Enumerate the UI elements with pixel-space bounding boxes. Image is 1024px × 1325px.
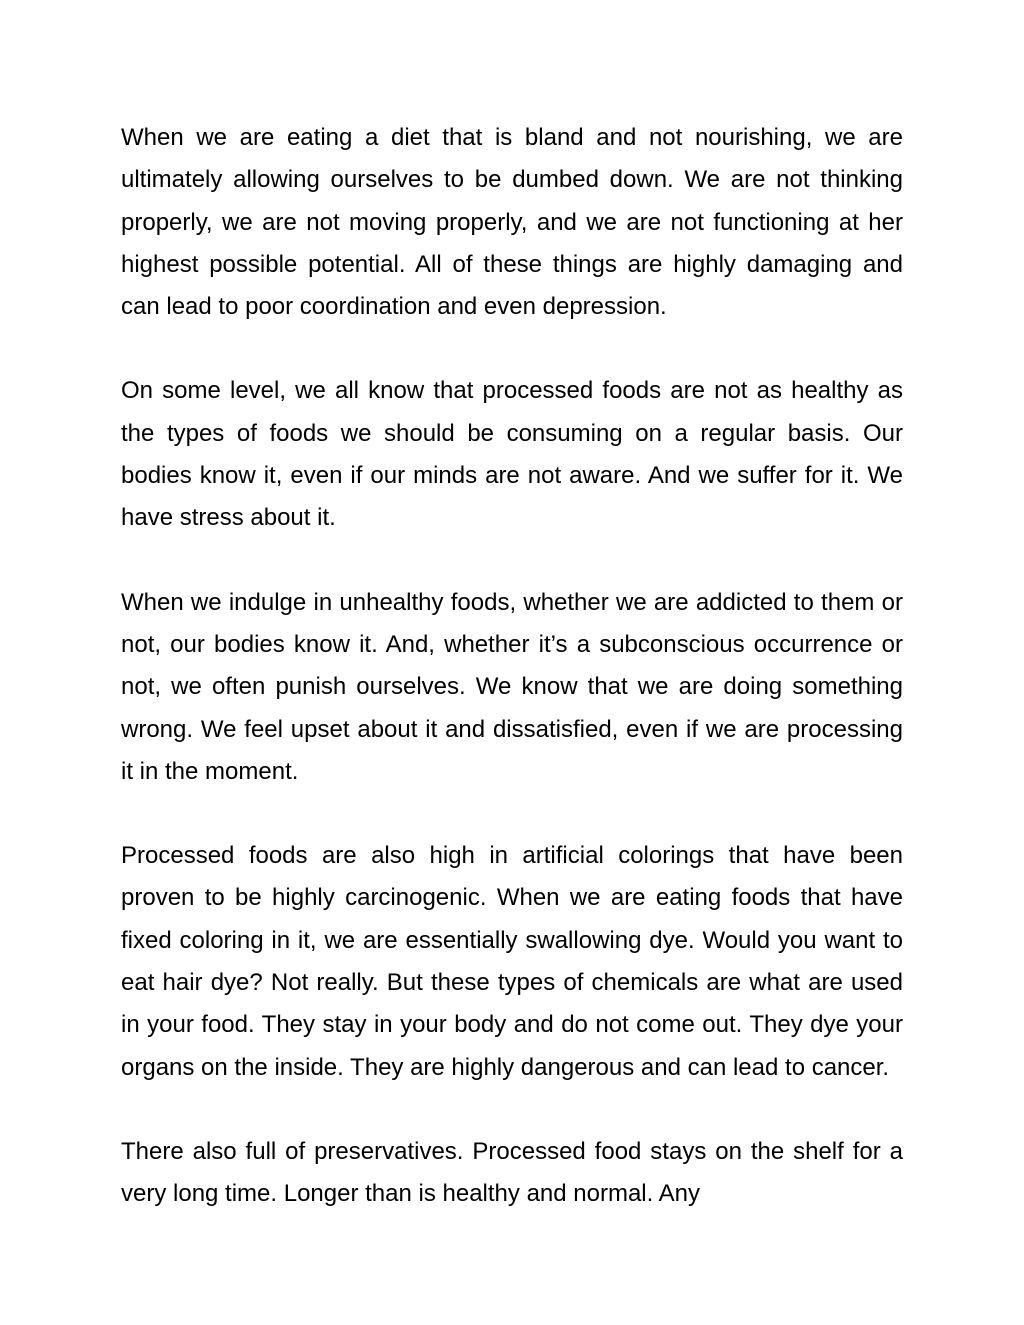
paragraph: There also full of preservatives. Processed food stays on the shelf for a very long time. Longer than is healthy and normal. Any xyxy=(121,1137,903,1208)
paragraph: When we indulge in unhealthy foods, whether we are addicted to them or not, our bodies know it. And, whether it’s a subconscious occurrence or not, we often punish ourselves. We know that we are doing something wrong. We feel upset about it and dissatisfied, even if we are processing it in the moment. xyxy=(121,588,903,785)
body-text xyxy=(121,117,903,1258)
paragraph: On some level, we all know that processed foods are not as healthy as the types of foods we should be consuming on a regular basis. Our bodies know it, even if our minds are not aware. And we suffer for it. We have stress about it. xyxy=(121,377,903,532)
paragraph: When we are eating a diet that is bland and not nourishing, we are ultimately allowing ourselves to be dumbed down. We are not thinking properly, we are not moving properly, and we are not functioning at her highest possible potential. All of these things are highly damaging and can lead to poor coordination and even depression. xyxy=(121,124,903,321)
paragraph: Processed foods are also high in artificial colorings that have been proven to be highly carcinogenic. When we are eating foods that have fixed coloring in it, we are essentially swallowing dye. Would you want to eat hair dye? Not really. But these types of chemicals are what are used in your food. They stay in your body and do not come out. They dye your organs on the inside. They are highly dangerous and can lead to cancer. xyxy=(121,842,903,1081)
